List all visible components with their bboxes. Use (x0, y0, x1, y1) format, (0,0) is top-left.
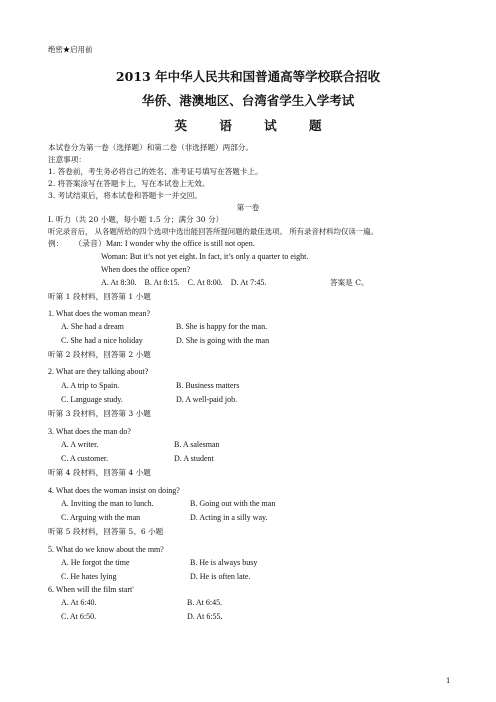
option-b: B. A salesman (174, 440, 220, 449)
option-c: C. She had a nice holiday (61, 336, 143, 345)
question-stem: 2. What are they talking about? (48, 367, 149, 376)
group-heading: 听第 1 段材料，回答第 1 小题 (48, 292, 151, 301)
option-c: C. Arguing with the man (61, 513, 141, 522)
notice-title: 注意事项： (48, 155, 86, 164)
exam-subject-title: 英 语 试 题 (174, 118, 336, 133)
option-c: C. He hates lying (61, 572, 117, 581)
intro-text: 本试卷分为第一卷（选择题）和第二卷（非选择题）两部分。 (48, 143, 254, 152)
group-heading: 听第 5 段材料，回答第 5、6 小题 (48, 527, 164, 536)
confidential-label: 绝密★启用前 (48, 45, 93, 54)
option-d: D. A student (174, 454, 214, 463)
example-recording: （录音）Man: I wonder why the office is still not open. (74, 239, 255, 248)
option-d: D. She is going with the man (176, 336, 270, 345)
example-label: 例： (48, 239, 64, 248)
question-stem: 1. What does the woman mean? (48, 309, 151, 318)
notice-item-2: 2. 将答案涂写在答题卡上，写在本试卷上无效。 (48, 179, 210, 188)
question-stem: 5. What do we know about the mm? (48, 545, 164, 554)
directions-text: 听完录音后， 从各题所给的四个选项中选出能回答所提问题的最佳选项。 所有录音材料均仅读一遍。 (48, 227, 378, 236)
example-line3: When does the office open? (101, 265, 191, 274)
option-c: C. A customer. (61, 454, 109, 463)
page-number: 1 (446, 677, 451, 685)
option-a: A. He forgot the time (61, 558, 130, 567)
option-a: A. A trip to Spain. (61, 381, 120, 390)
option-a: A. She had a dream (61, 322, 124, 331)
option-b: B. He is always busy (190, 558, 258, 567)
option-d: D. He is often late. (190, 572, 251, 581)
option-d: D. A well-paid job. (176, 395, 238, 404)
notice-item-1: 1. 答卷前，考生务必将自己的姓名、准考证号填写在答题卡上。 (48, 167, 263, 176)
option-b: B. At 6:45. (187, 598, 223, 607)
option-a: A. Inviting the man to lunch. (61, 499, 154, 508)
part-label: 第一卷 (236, 203, 260, 212)
option-b: B. Business matters (176, 381, 240, 390)
example-options: A. At 8:30. B. At 8:15. C. At 8:00. D. At 7:45. (101, 278, 267, 287)
question-stem: 3. What does the man do? (48, 427, 131, 436)
notice-item-3: 3. 考试结束后，将本试卷和答题卡一并交回。 (48, 191, 202, 200)
example-answer: 答案是 C。 (330, 278, 369, 287)
group-heading: 听第 3 段材料，回答第 3 小题 (48, 409, 151, 418)
exam-title-line2: 华侨、港澳地区、台湾省学生入学考试 (141, 93, 355, 108)
group-heading: 听第 2 段材料，回答第 2 小题 (48, 350, 151, 359)
option-d: D. Acting in a silly way. (190, 513, 268, 522)
question-stem: 4. What does the woman insist on doing? (48, 486, 180, 495)
option-c: C. At 6:50. (61, 612, 97, 621)
option-b: B. She is happy for the man. (176, 322, 268, 331)
option-a: A. A writer. (61, 440, 99, 449)
option-b: B. Going out with the man (190, 499, 276, 508)
option-d: D. At 6:55. (187, 612, 223, 621)
group-heading: 听第 4 段材料，回答第 4 小题 (48, 468, 151, 477)
option-a: A. At 6:40. (61, 598, 97, 607)
exam-title-line1: 2013 年中华人民共和国普通高等学校联合招收 (115, 69, 381, 84)
section-title: Ⅰ. 听力（共 20 小题，每小题 1.5 分；满分 30 分） (48, 215, 224, 224)
question-stem: 6. When will the film start' (48, 585, 134, 594)
option-c: C. Language study. (61, 395, 123, 404)
example-line2: Woman: But it’s not yet eight. In fact, it’s only a quarter to eight. (101, 252, 309, 261)
